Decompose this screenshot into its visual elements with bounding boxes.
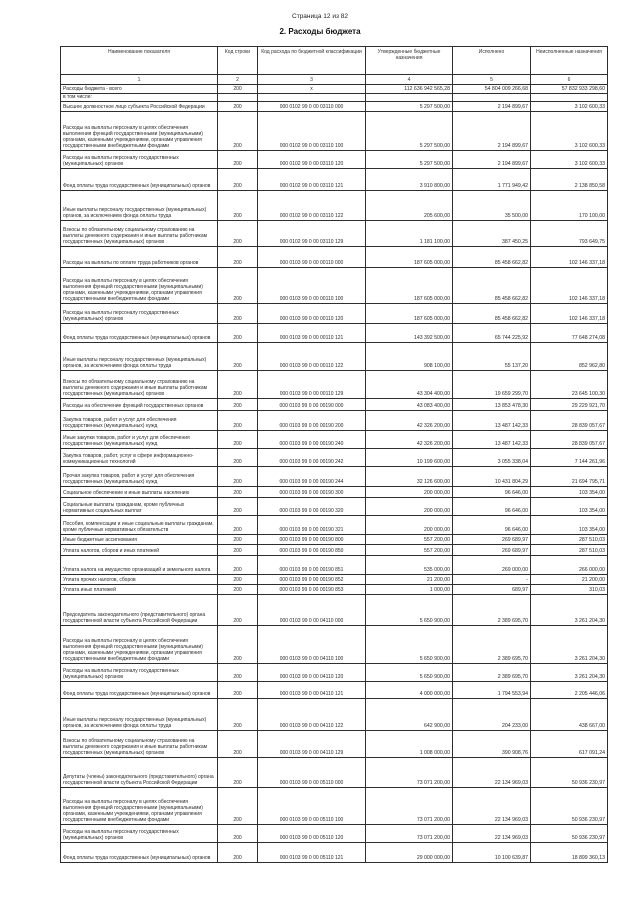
row-executed-amount: 96 646,00 [453, 487, 531, 497]
row-approved-amount: 187 605 000,00 [366, 247, 453, 267]
table-row [61, 575, 608, 585]
row-approved-amount: 1 000,00 [366, 585, 453, 594]
table-row [61, 825, 608, 843]
row-executed-amount: 10 431 804,29 [453, 467, 531, 486]
row-executed-amount: 54 804 009 266,68 [453, 85, 531, 93]
row-classification-code: 000 0102 99 0 00 03110 122 [258, 191, 366, 220]
row-line-code: 200 [218, 343, 258, 370]
row-executed-amount: 387 450,25 [453, 221, 531, 246]
row-classification-code: 000 0103 99 0 00 04110 100 [258, 626, 366, 663]
row-indicator-name: Закупка товаров, работ и услуг для обеспечения государственных (муниципальных) нужд [61, 411, 218, 430]
row-unexecuted-amount: 18 899 360,13 [531, 843, 608, 862]
row-indicator-name: Взносы по обязательному социальному страхованию на выплаты денежного содержания и иные выплаты работникам государственных (муниципальных) органов [61, 221, 218, 246]
table-row [61, 102, 608, 112]
table-row [61, 699, 608, 731]
row-line-code: 200 [218, 516, 258, 534]
row-unexecuted-amount: 3 261 204,30 [531, 626, 608, 663]
row-classification-code: 000 0103 99 0 00 04110 129 [258, 731, 366, 757]
row-executed-amount: 269 689,97 [453, 535, 531, 544]
row-indicator-name: Иные выплаты персоналу государственных (муниципальных) органов, за исключением фонда оплаты труда [61, 699, 218, 730]
row-approved-amount: 21 200,00 [366, 575, 453, 584]
header-approved: Утвержденные бюджетные назначения [366, 47, 453, 74]
row-unexecuted-amount: 103 354,00 [531, 498, 608, 515]
row-classification-code [258, 94, 366, 101]
table-row [61, 399, 608, 411]
row-executed-amount: 22 134 969,03 [453, 825, 531, 842]
row-line-code: 200 [218, 399, 258, 410]
table-row [61, 94, 608, 102]
page-number-label: Страница 12 из 82 [292, 13, 348, 20]
row-indicator-name: Уплата налогов, сборов и иных платежей [61, 545, 218, 555]
table-row [61, 371, 608, 399]
row-indicator-name: Иные выплаты персоналу государственных (муниципальных) органов, за исключением фонда оплаты труда [61, 191, 218, 220]
column-number: 4 [366, 75, 453, 84]
row-unexecuted-amount: 57 832 933 298,60 [531, 85, 608, 93]
row-executed-amount: 96 646,00 [453, 498, 531, 515]
table-row [61, 595, 608, 626]
row-indicator-name: Расходы на выплаты персоналу государственных (муниципальных) органов [61, 664, 218, 681]
row-executed-amount: - [453, 575, 531, 584]
row-line-code: 200 [218, 169, 258, 190]
row-indicator-name: Фонд оплаты труда государственных (муниципальных) органов [61, 843, 218, 862]
row-classification-code: 000 0103 99 0 00 04110 122 [258, 699, 366, 730]
row-indicator-name: Депутаты (члены) законодательного (представительного) органа государственной власти субъекта Российской Федерации [61, 758, 218, 787]
row-unexecuted-amount: 102 146 337,18 [531, 268, 608, 303]
row-approved-amount: 642 900,00 [366, 699, 453, 730]
row-line-code: 200 [218, 304, 258, 323]
row-executed-amount: 2 389 695,70 [453, 595, 531, 625]
row-approved-amount: 10 199 600,00 [366, 449, 453, 466]
row-classification-code: 000 0103 99 0 00 04110 120 [258, 664, 366, 681]
table-row [61, 585, 608, 595]
row-indicator-name: Уплата иных платежей [61, 585, 218, 594]
row-unexecuted-amount: 50 936 230,97 [531, 825, 608, 842]
row-approved-amount: 5 297 500,00 [366, 112, 453, 150]
row-approved-amount: 5 650 900,00 [366, 664, 453, 681]
row-indicator-name: Расходы на обеспечение функций государственных органов [61, 399, 218, 410]
row-approved-amount: 29 000 000,00 [366, 843, 453, 862]
row-executed-amount: 2 194 899,67 [453, 112, 531, 150]
row-classification-code: 000 0102 99 0 00 03110 121 [258, 169, 366, 190]
row-classification-code: 000 0103 99 0 00 00110 000 [258, 247, 366, 267]
section-title: 2. Расходы бюджета [279, 27, 361, 36]
row-indicator-name: Фонд оплаты труда государственных (муниципальных) органов [61, 324, 218, 342]
header-unexecuted: Неисполненные назначения [531, 47, 608, 74]
row-unexecuted-amount: 7 144 261,96 [531, 449, 608, 466]
row-indicator-name: Расходы на выплаты персоналу в целях обеспечения выполнения функций государственными (муниципальными) органами, казенными учреждениями, органами управления государственными внебюджетными фондами [61, 268, 218, 303]
row-unexecuted-amount [531, 94, 608, 101]
row-executed-amount: 1 794 553,94 [453, 682, 531, 698]
row-line-code: 200 [218, 626, 258, 663]
row-unexecuted-amount: 28 839 057,67 [531, 431, 608, 448]
row-unexecuted-amount: 103 354,00 [531, 516, 608, 534]
row-approved-amount: 73 071 200,00 [366, 788, 453, 824]
row-line-code: 200 [218, 371, 258, 398]
row-classification-code: 000 0103 99 0 00 04110 000 [258, 595, 366, 625]
row-classification-code: 000 0103 99 0 00 00190 200 [258, 411, 366, 430]
row-unexecuted-amount: 793 649,75 [531, 221, 608, 246]
row-indicator-name: Председатель законодательного (представительного) органа государственной власти субъекта Российской Федерации [61, 595, 218, 625]
row-indicator-name: Иные выплаты персоналу государственных (муниципальных) органов, за исключением фонда оплаты труда [61, 343, 218, 370]
column-number: 2 [218, 75, 258, 84]
row-indicator-name: Социальные выплаты гражданам, кроме публичных нормативных социальных выплат [61, 498, 218, 515]
row-line-code: 200 [218, 467, 258, 486]
row-executed-amount: 35 500,00 [453, 191, 531, 220]
table-row [61, 304, 608, 324]
row-classification-code: 000 0103 99 0 00 00190 000 [258, 399, 366, 410]
row-classification-code: 000 0103 99 0 00 00190 852 [258, 575, 366, 584]
table-row [61, 169, 608, 191]
table-row [61, 411, 608, 431]
row-line-code: 200 [218, 431, 258, 448]
row-executed-amount: 2 389 695,70 [453, 664, 531, 681]
row-line-code: 200 [218, 575, 258, 584]
row-line-code: 200 [218, 682, 258, 698]
row-classification-code: 000 0103 99 0 00 00190 244 [258, 467, 366, 486]
row-unexecuted-amount: 77 648 274,08 [531, 324, 608, 342]
row-unexecuted-amount: 28 839 057,67 [531, 411, 608, 430]
row-line-code: 200 [218, 731, 258, 757]
row-indicator-name: Расходы на выплаты персоналу государственных (муниципальных) органов [61, 304, 218, 323]
table-row [61, 449, 608, 467]
row-executed-amount: 204 233,00 [453, 699, 531, 730]
row-classification-code: 000 0103 99 0 00 00190 320 [258, 498, 366, 515]
row-executed-amount: 13 487 142,33 [453, 411, 531, 430]
row-indicator-name: Взносы по обязательному социальному страхованию на выплаты денежного содержания и иные выплаты работникам государственных (муниципальных) органов [61, 371, 218, 398]
row-line-code: 200 [218, 699, 258, 730]
row-unexecuted-amount: 3 261 204,30 [531, 664, 608, 681]
table-row [61, 545, 608, 556]
row-classification-code: 000 0103 99 0 00 00190 800 [258, 535, 366, 544]
row-approved-amount: 200 000,00 [366, 498, 453, 515]
row-unexecuted-amount: 102 146 337,18 [531, 247, 608, 267]
row-indicator-name: Социальное обеспечение и иные выплаты населению [61, 487, 218, 497]
row-unexecuted-amount: 3 102 600,33 [531, 102, 608, 111]
row-classification-code: 000 0102 99 0 00 03110 000 [258, 102, 366, 111]
row-line-code: 200 [218, 843, 258, 862]
row-indicator-name: Расходы на выплаты персоналу государственных (муниципальных) органов [61, 151, 218, 168]
row-line-code: 200 [218, 487, 258, 497]
row-executed-amount: 390 908,76 [453, 731, 531, 757]
column-number: 5 [453, 75, 531, 84]
row-executed-amount: 2 194 899,67 [453, 151, 531, 168]
table-row [61, 467, 608, 487]
row-classification-code: 000 0103 99 0 00 00190 300 [258, 487, 366, 497]
row-line-code: 200 [218, 191, 258, 220]
table-row [61, 788, 608, 825]
table-row [61, 343, 608, 371]
row-approved-amount: 535 000,00 [366, 556, 453, 574]
row-approved-amount: 3 910 800,00 [366, 169, 453, 190]
row-line-code: 200 [218, 411, 258, 430]
table-row [61, 112, 608, 151]
row-line-code: 200 [218, 498, 258, 515]
row-indicator-name: Расходы на выплаты персоналу государственных (муниципальных) органов [61, 825, 218, 842]
row-indicator-name: Иные закупки товаров, работ и услуг для обеспечения государственных (муниципальных) нужд [61, 431, 218, 448]
row-unexecuted-amount: 103 354,00 [531, 487, 608, 497]
row-line-code: 200 [218, 825, 258, 842]
row-unexecuted-amount: 23 645 100,30 [531, 371, 608, 398]
row-executed-amount: 65 744 225,92 [453, 324, 531, 342]
row-executed-amount: 13 487 142,33 [453, 431, 531, 448]
row-classification-code: 000 0103 99 0 00 05110 000 [258, 758, 366, 787]
row-line-code: 200 [218, 585, 258, 594]
row-line-code: 200 [218, 85, 258, 93]
row-classification-code: 000 0103 99 0 00 00110 129 [258, 371, 366, 398]
row-classification-code: 000 0103 99 0 00 00110 121 [258, 324, 366, 342]
row-approved-amount: 200 000,00 [366, 516, 453, 534]
row-line-code: 200 [218, 324, 258, 342]
column-number: 3 [258, 75, 366, 84]
row-indicator-name: Уплата налога на имущество организаций и земельного налога [61, 556, 218, 574]
row-line-code: 200 [218, 268, 258, 303]
row-line-code: 200 [218, 664, 258, 681]
row-unexecuted-amount: 617 091,24 [531, 731, 608, 757]
row-classification-code: 000 0102 99 0 00 03110 129 [258, 221, 366, 246]
table-row [61, 151, 608, 169]
row-line-code: 200 [218, 449, 258, 466]
row-approved-amount: 557 200,00 [366, 535, 453, 544]
row-approved-amount: 5 650 900,00 [366, 626, 453, 663]
row-unexecuted-amount: 852 962,80 [531, 343, 608, 370]
row-approved-amount: 43 304 400,00 [366, 371, 453, 398]
header-line-code: Код строки [218, 47, 258, 74]
table-row [61, 843, 608, 863]
table-row [61, 556, 608, 575]
row-unexecuted-amount: 170 100,00 [531, 191, 608, 220]
row-executed-amount: 55 137,20 [453, 343, 531, 370]
row-approved-amount: 205 600,00 [366, 191, 453, 220]
row-indicator-name: Расходы на выплаты по оплате труда работников органов [61, 247, 218, 267]
row-indicator-name: Прочая закупка товаров, работ и услуг для обеспечения государственных (муниципальных) нужд [61, 467, 218, 486]
row-classification-code: 000 0103 99 0 00 00190 240 [258, 431, 366, 448]
row-unexecuted-amount: 21 200,00 [531, 575, 608, 584]
row-executed-amount: 3 055 338,04 [453, 449, 531, 466]
row-classification-code: 000 0103 99 0 00 00190 851 [258, 556, 366, 574]
table-row [61, 221, 608, 247]
row-approved-amount: 5 297 500,00 [366, 151, 453, 168]
row-indicator-name: Фонд оплаты труда государственных (муниципальных) органов [61, 169, 218, 190]
table-row [61, 516, 608, 535]
row-executed-amount: 22 134 969,03 [453, 788, 531, 824]
table-row [61, 731, 608, 758]
row-classification-code: 000 0103 99 0 00 05110 120 [258, 825, 366, 842]
row-unexecuted-amount: 287 510,03 [531, 535, 608, 544]
row-line-code: 200 [218, 545, 258, 555]
table-row [61, 664, 608, 682]
row-approved-amount: 42 326 200,00 [366, 411, 453, 430]
row-indicator-name: Расходы на выплаты персоналу в целях обеспечения выполнения функций государственными (муниципальными) органами, казенными учреждениями, органами управления государственными внебюджетными фондами [61, 112, 218, 150]
row-executed-amount: 1 771 949,42 [453, 169, 531, 190]
row-classification-code: 000 0103 99 0 00 00110 100 [258, 268, 366, 303]
table-row [61, 682, 608, 699]
row-executed-amount: 269 000,00 [453, 556, 531, 574]
row-approved-amount: 200 000,00 [366, 487, 453, 497]
row-executed-amount [453, 94, 531, 101]
row-approved-amount: 1 181 100,00 [366, 221, 453, 246]
row-classification-code: 000 0103 99 0 00 00190 850 [258, 545, 366, 555]
row-approved-amount [366, 94, 453, 101]
row-classification-code: 000 0103 99 0 00 05110 121 [258, 843, 366, 862]
table-row [61, 626, 608, 664]
column-number: 6 [531, 75, 608, 84]
row-approved-amount: 908 100,00 [366, 343, 453, 370]
row-unexecuted-amount: 310,03 [531, 585, 608, 594]
row-executed-amount: 2 194 899,67 [453, 102, 531, 111]
header-executed: Исполнено [453, 47, 531, 74]
row-line-code: 200 [218, 112, 258, 150]
row-line-code: 200 [218, 788, 258, 824]
row-approved-amount: 143 392 500,00 [366, 324, 453, 342]
row-line-code: 200 [218, 151, 258, 168]
row-unexecuted-amount: 3 102 600,33 [531, 112, 608, 150]
row-classification-code: 000 0103 99 0 00 00190 321 [258, 516, 366, 534]
table-row [61, 535, 608, 545]
row-executed-amount: 2 389 695,70 [453, 626, 531, 663]
row-unexecuted-amount: 438 667,00 [531, 699, 608, 730]
row-indicator-name: Уплата прочих налогов, сборов [61, 575, 218, 584]
row-executed-amount: 85 458 662,82 [453, 304, 531, 323]
row-classification-code: 000 0103 99 0 00 00110 122 [258, 343, 366, 370]
row-approved-amount: 112 636 942 565,28 [366, 85, 453, 93]
table-row [61, 247, 608, 268]
table-row [61, 191, 608, 221]
header-classification-code: Код расхода по бюджетной классификации [258, 47, 366, 74]
row-unexecuted-amount: 50 936 230,97 [531, 788, 608, 824]
row-approved-amount: 557 200,00 [366, 545, 453, 555]
column-number-row [61, 75, 608, 85]
row-line-code: 200 [218, 758, 258, 787]
row-line-code: 200 [218, 595, 258, 625]
table-row [61, 758, 608, 788]
row-classification-code: 000 0103 99 0 00 00190 853 [258, 585, 366, 594]
row-indicator-name: Расходы бюджета - всего [61, 85, 218, 93]
row-classification-code: 000 0103 99 0 00 04110 121 [258, 682, 366, 698]
row-executed-amount: 10 100 639,87 [453, 843, 531, 862]
row-executed-amount: 85 458 662,82 [453, 268, 531, 303]
row-unexecuted-amount: 3 261 204,30 [531, 595, 608, 625]
row-approved-amount: 4 000 000,00 [366, 682, 453, 698]
row-line-code: 200 [218, 102, 258, 111]
row-approved-amount: 42 326 200,00 [366, 431, 453, 448]
table-row [61, 268, 608, 304]
row-executed-amount: 22 134 969,03 [453, 758, 531, 787]
table-row [61, 498, 608, 516]
row-classification-code: 000 0103 99 0 00 00110 120 [258, 304, 366, 323]
row-unexecuted-amount: 266 000,00 [531, 556, 608, 574]
row-line-code: 200 [218, 247, 258, 267]
row-unexecuted-amount: 287 510,03 [531, 545, 608, 555]
row-unexecuted-amount: 21 694 795,71 [531, 467, 608, 486]
row-approved-amount: 5 650 900,00 [366, 595, 453, 625]
column-number: 1 [61, 75, 218, 84]
table-header-row [61, 47, 608, 75]
row-indicator-name: Пособия, компенсации и иные социальные выплаты гражданам, кроме публичных нормативных обязательств [61, 516, 218, 534]
row-indicator-name: Высшее должностное лицо субъекта Российской Федерации [61, 102, 218, 111]
table-row [61, 487, 608, 498]
row-executed-amount: 85 458 662,82 [453, 247, 531, 267]
row-indicator-name: Расходы на выплаты персоналу в целях обеспечения выполнения функций государственными (муниципальными) органами, казенными учреждениями, органами управления государственными внебюджетными фондами [61, 626, 218, 663]
row-unexecuted-amount: 3 102 600,33 [531, 151, 608, 168]
row-executed-amount: 19 659 299,70 [453, 371, 531, 398]
table-row [61, 85, 608, 94]
row-line-code: 200 [218, 221, 258, 246]
row-unexecuted-amount: 102 146 337,18 [531, 304, 608, 323]
row-classification-code: 000 0102 99 0 00 03110 100 [258, 112, 366, 150]
row-classification-code: x [258, 85, 366, 93]
row-approved-amount: 5 297 500,00 [366, 102, 453, 111]
row-indicator-name: Фонд оплаты труда государственных (муниципальных) органов [61, 682, 218, 698]
row-approved-amount: 1 008 000,00 [366, 731, 453, 757]
row-executed-amount: 689,97 [453, 585, 531, 594]
row-executed-amount: 96 646,00 [453, 516, 531, 534]
row-indicator-name: Иные бюджетные ассигнования [61, 535, 218, 544]
row-indicator-name: в том числе: [61, 94, 218, 101]
row-unexecuted-amount: 50 936 230,97 [531, 758, 608, 787]
row-classification-code: 000 0103 99 0 00 05110 100 [258, 788, 366, 824]
row-classification-code: 000 0103 99 0 00 00190 242 [258, 449, 366, 466]
row-approved-amount: 187 605 000,00 [366, 268, 453, 303]
row-indicator-name: Закупка товаров, работ, услуг в сфере информационно-коммуникационных технологий [61, 449, 218, 466]
row-approved-amount: 43 083 400,00 [366, 399, 453, 410]
header-indicator-name: Наименование показателя [61, 47, 218, 74]
row-indicator-name: Расходы на выплаты персоналу в целях обеспечения выполнения функций государственными (муниципальными) органами, казенными учреждениями, органами управления государственными внебюджетными фондами [61, 788, 218, 824]
row-line-code: 200 [218, 535, 258, 544]
row-unexecuted-amount: 29 229 921,70 [531, 399, 608, 410]
row-approved-amount: 32 126 600,00 [366, 467, 453, 486]
row-classification-code: 000 0102 99 0 00 03110 120 [258, 151, 366, 168]
row-unexecuted-amount: 2 138 850,58 [531, 169, 608, 190]
row-approved-amount: 73 071 200,00 [366, 825, 453, 842]
table-row [61, 431, 608, 449]
row-line-code [218, 94, 258, 101]
table-body [61, 85, 608, 863]
row-unexecuted-amount: 2 205 446,06 [531, 682, 608, 698]
row-indicator-name: Взносы по обязательному социальному страхованию на выплаты денежного содержания и иные выплаты работникам государственных (муниципальных) органов [61, 731, 218, 757]
table-row [61, 324, 608, 343]
row-approved-amount: 73 071 200,00 [366, 758, 453, 787]
row-approved-amount: 187 605 000,00 [366, 304, 453, 323]
row-executed-amount: 13 853 478,30 [453, 399, 531, 410]
row-executed-amount: 269 689,97 [453, 545, 531, 555]
row-line-code: 200 [218, 556, 258, 574]
budget-table [60, 46, 608, 863]
